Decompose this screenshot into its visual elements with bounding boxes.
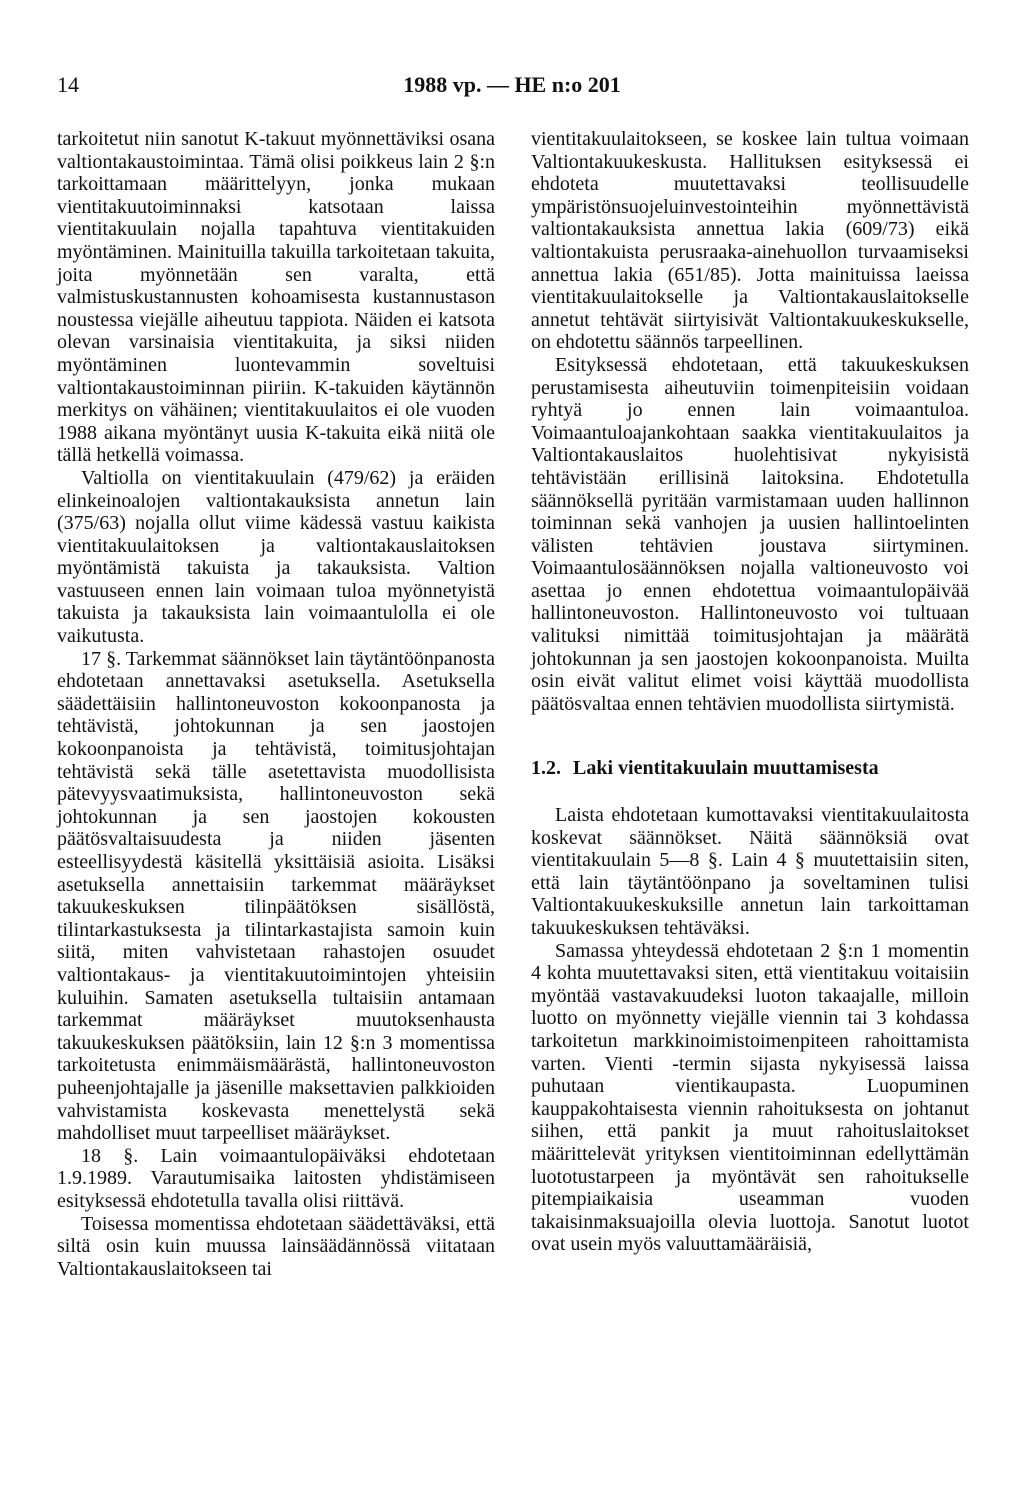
paragraph: 18 §. Lain voimaantulopäiväksi ehdotetaan 1.9.1989. Varautumisaika laitosten yhdistämiseen esityksessä ehdotetulla tavalla olisi riittävä. — [57, 1144, 495, 1212]
paragraph: tarkoitetut niin sanotut K-takuut myönnettäviksi osana valtiontakaustoimintaa. Tämä olisi poikkeus lain 2 §:n tarkoittamaan määrittelyyn, jonka mukaan vientitakuutoiminnaksi katsotaan laissa vientitakuulain nojalla tapahtuva vientitakuiden myöntäminen. Mainituilla takuilla tarkoitetaan takuita, joita myönnetään sen varalta, että valmistuskustannusten kohoamisesta kustannustason noustessa viejälle aiheutuu tappiota. Näiden ei katsota olevan varsinaisia vientitakuita, ja siksi niiden myöntäminen luontevammin soveltuisi valtiontakaustoiminnan piiriin. K-takuiden käytännön merkitys on vähäinen; vientitakuulaitos ei ole vuoden 1988 aikana myöntänyt uusia K-takuita eikä niitä ole tällä hetkellä voimassa. — [57, 128, 495, 467]
page-number: 14 — [57, 72, 79, 97]
left-column — [57, 128, 495, 1280]
paragraph: Laista ehdotetaan kumottavaksi vientitakuulaitosta koskevat säännökset. Näitä säännöksiä ovat vientitakuulain 5—8 §. Lain 4 § muutettaisiin siten, että lain täytäntöönpano ja soveltaminen tulisi Valtiontakuukeskuksille annetun lain tarkoittaman takuukeskuksen tehtäväksi. — [531, 804, 969, 939]
section-number: 1.2. — [531, 757, 561, 780]
paragraph: Esityksessä ehdotetaan, että takuukeskuksen perustamisesta aiheutuviin toimenpiteisiin voidaan ryhtyä jo ennen lain voimaantuloa. Voimaantuloajankohtaan saakka vientitakuulaitos ja Valtiontakauslaitos huolehtisivat nykyisistä tehtävistään erillisinä laitoksina. Ehdotetulla säännöksellä pyritään varmistamaan uuden hallinnon toiminnan sekä vanhojen ja uusien hallintoelinten välisten tehtävien joustava siirtyminen. Voimaantulosäännöksen nojalla valtioneuvosto voi asettaa jo ennen ehdotettua voimaantulopäivää hallintoneuvoston. Hallintoneuvosto voi tultuaan valituksi nimittää toimitusjohtajan ja määrätä johtokunnan ja sen jaostojen kokoonpanoista. Muilta osin eivät valitut elimet voisi käyttää muodollista päätösvaltaa ennen tehtävien muodollista siirtymistä. — [531, 353, 969, 715]
paragraph: 17 §. Tarkemmat säännökset lain täytäntöönpanosta ehdotetaan annettavaksi asetuksella. Asetuksella säädettäisiin hallintoneuvoston kokoonpanosta ja tehtävistä, johtokunnan ja sen jaostojen kokoonpanoista ja tehtävistä, toimitusjohtajan tehtävistä sekä tälle asetettavista muodollisista pätevyysvaatimuksista, hallintoneuvoston sekä johtokunnan ja sen jaostojen kokousten päätösvaltaisuudesta ja niiden jäsenten esteellisyydestä käsitellä yksittäisiä asioita. Lisäksi asetuksella annettaisiin tarkemmat määräykset takuukeskuksen tilinpäätöksen sisällöstä, tilintarkastuksesta ja tilintarkastajista samoin kuin siitä, miten vahvistetaan rahastojen osuudet valtiontakaus- ja vientitakuutoimintojen yhteisiin kuluihin. Samaten asetuksella tultaisiin antamaan tarkemmat määräykset muutoksenhausta takuukeskuksen päätöksiin, lain 12 §:n 3 momentissa tarkoitetusta enimmäismäärästä, hallintoneuvoston puheenjohtajalle ja jäsenille maksettavien palkkioiden vahvistamista koskevasta menettelystä sekä mahdolliset muut tarpeelliset määräykset. — [57, 647, 495, 1145]
running-title: 1988 vp. — HE n:o 201 — [403, 72, 621, 97]
right-column — [531, 128, 969, 1256]
paragraph: Valtiolla on vientitakuulain (479/62) ja eräiden elinkeinoalojen valtiontakauksista annetun lain (375/63) nojalla ollut viime kädessä vastuu kaikista vientitakuulaitoksen ja valtiontakauslaitoksen myöntämistä takuista ja takauksista. Valtion vastuuseen ennen lain voimaan tuloa myönnetyistä takuista ja takauksista lain voimaantulolla ei ole vaikutusta. — [57, 466, 495, 648]
paragraph: Toisessa momentissa ehdotetaan säädettäväksi, että siltä osin kuin muussa lainsäädännössä viitataan Valtiontakauslaitokseen tai — [57, 1212, 495, 1280]
section-heading — [531, 757, 969, 780]
paragraph: Samassa yhteydessä ehdotetaan 2 §:n 1 momentin 4 kohta muutettavaksi siten, että vientitakuu voitaisiin myöntää vastavakuudeksi luoton takaajalle, milloin luotto on myönnetty viejälle viennin tai 3 kohdassa tarkoitetun markkinoimistoimenpiteen rahoittamista varten. Vienti -termin sijasta nykyisessä laissa puhutaan vientikaupasta. Luopuminen kauppakohtaisesta viennin rahoituksesta on johtanut siihen, että pankit ja muut rahoituslaitokset määrittelevät yrityksen vientitoiminnan edellyttämän luototustarpeen ja myöntävät sen rahoitukselle pitempiaikaisia useamman vuoden takaisinmaksuajoilla olevia luottoja. Sanotut luotot ovat usein myös valuuttamääräisiä, — [531, 939, 969, 1256]
section-title: Laki vientitakuulain muuttamisesta — [573, 757, 879, 780]
paragraph: vientitakuulaitokseen, se koskee lain tultua voimaan Valtiontakuukeskusta. Hallituksen esityksessä ei ehdoteta muutettavaksi teollisuudelle ympäristönsuojeluinvestointeihin myönnettävistä valtiontakauksista annettua lakia (609/73) eikä valtiontakuista perusraaka-ainehuollon turvaamiseksi annettua lakia (651/85). Jotta mainituissa laeissa vientitakuulaitokselle ja Valtiontakauslaitokselle annetut tehtävät siirtyisivät Valtiontakuukeskukselle, on ehdotettu säännös tarpeellinen. — [531, 128, 969, 354]
page-header — [57, 72, 967, 102]
